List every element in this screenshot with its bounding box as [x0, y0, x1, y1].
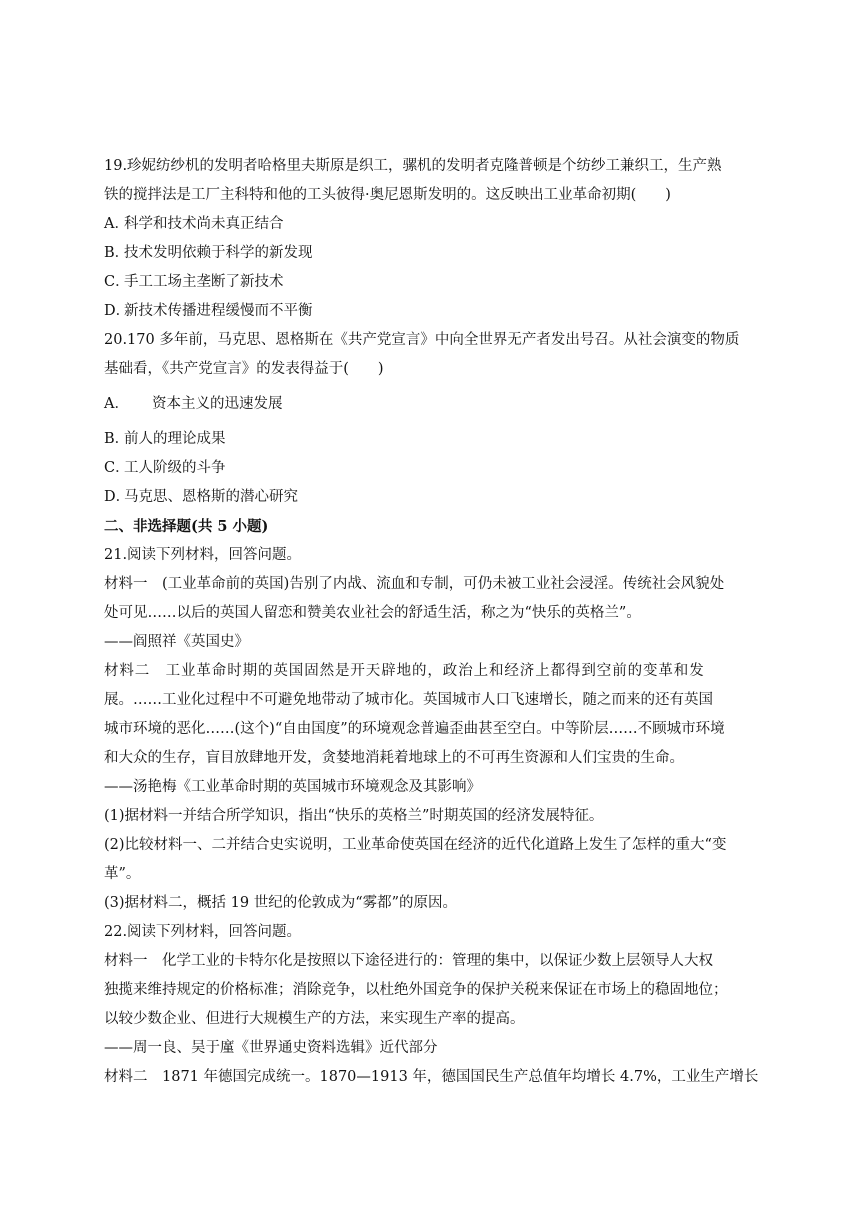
q22-material-1-line-1: 材料一 化学工业的卡特尔化是按照以下途径进行的：管理的集中，以保证少数上层领导人大权 [104, 953, 713, 969]
option-letter: A． [104, 396, 129, 412]
q20-option-a [104, 390, 768, 419]
q22-material-1-line-2: 独揽来维持规定的价格标准；消除竞争，以杜绝外国竞争的保护关税来保证在市场上的稳固地位； [104, 982, 728, 998]
q20-stem-line-1: 20.170 多年前，马克思、恩格斯在《共产党宣言》中向全世界无产者发出号召。从社会演变的物质 [104, 332, 740, 348]
option-text: 资本主义的迅速发展 [152, 396, 283, 412]
q21-sub-question-2-line-1: (2)比较材料一、二并结合史实说明，工业革命使英国在经济的近代化道路上发生了怎样的重大“变 [104, 837, 727, 853]
q21-material-1-line-2: 处可见……以后的英国人留恋和赞美农业社会的舒适生活，称之为“快乐的英格兰”。 [104, 605, 641, 621]
q20-option-b [104, 425, 768, 454]
document-page [104, 152, 768, 1092]
option-text: 前人的理论成果 [124, 431, 226, 447]
q19-option-b [104, 239, 768, 268]
option-text: 科学和技术尚未真正结合 [124, 216, 284, 232]
q19-option-c [104, 268, 768, 297]
question-21 [104, 541, 768, 918]
q20-option-c [104, 454, 768, 483]
q22-intro: 22.阅读下列材料，回答问题。 [104, 924, 302, 940]
q20-stem-line-2: 基础看，《共产党宣言》的发表得益于( ) [104, 361, 384, 377]
question-19 [104, 152, 768, 326]
option-letter: A． [104, 216, 129, 232]
option-text: 新技术传播进程缓慢而不平衡 [124, 303, 313, 319]
q22-material-2-line-1: 材料二 1871 年德国完成统一。1870—1913 年，德国国民生产总值年均增长 4.7%，工业生产增长 [104, 1069, 759, 1085]
q22-material-1-line-3: 以较少数企业、但进行大规模生产的方法，来实现生产率的提高。 [104, 1011, 525, 1027]
q21-sub-question-1: (1)据材料一并结合所学知识，指出“快乐的英格兰”时期英国的经济发展特征。 [104, 808, 604, 824]
option-letter: B． [104, 431, 130, 447]
q21-intro: 21.阅读下列材料，回答问题。 [104, 547, 302, 563]
q21-sub-question-3: (3)据材料二，概括 19 世纪的伦敦成为“雾都”的原因。 [104, 895, 458, 911]
option-letter: C． [104, 460, 130, 476]
q21-material-2-line-4: 和大众的生存，盲目放肆地开发，贪婪地消耗着地球上的不可再生资源和人们宝贵的生命。 [104, 750, 684, 766]
section-heading: 二、非选择题(共 5 小题) [104, 518, 269, 535]
option-text: 马克思、恩格斯的潜心研究 [124, 489, 298, 505]
q21-material-2-source: ——汤艳梅《工业革命时期的英国城市环境观念及其影响》 [104, 779, 481, 795]
option-text: 工人阶级的斗争 [124, 460, 226, 476]
q21-sub-question-2-line-2: 革”。 [104, 866, 141, 882]
q21-material-2-line-1: 材料二 工业革命时期的英国固然是开天辟地的，政治上和经济上都得到空前的变革和发 [104, 663, 705, 679]
q21-material-2-line-2: 展。……工业化过程中不可避免地带动了城市化。英国城市人口飞速增长，随之而来的还有英国 [104, 692, 713, 708]
option-text: 手工工场主垄断了新技术 [124, 274, 284, 290]
option-letter: D． [104, 489, 131, 505]
q19-stem-line-2: 铁的搅拌法是工厂主科特和他的工头彼得·奥尼恩斯发明的。这反映出工业革命初期( ) [104, 187, 671, 203]
q19-option-d [104, 297, 768, 326]
option-letter: D． [104, 303, 131, 319]
q19-option-a [104, 210, 768, 239]
option-text: 技术发明依赖于科学的新发现 [124, 245, 313, 261]
q22-material-1-source: ——周一良、吴于廑《世界通史资料选辑》近代部分 [104, 1040, 438, 1056]
q19-stem-line-1: 19.珍妮纺纱机的发明者哈格里夫斯原是织工，骡机的发明者克隆普顿是个纺纱工兼织工，生产熟 [104, 158, 722, 174]
question-22 [104, 918, 768, 1092]
q20-option-d [104, 483, 768, 512]
option-letter: C． [104, 274, 130, 290]
q21-material-1-source: ——阎照祥《英国史》 [104, 634, 249, 650]
q21-material-2-line-3: 城市环境的恶化……(这个)“自由国度”的环境观念普遍歪曲甚至空白。中等阶层……不顾城市环境 [104, 721, 725, 737]
question-20 [104, 326, 768, 512]
q21-material-1-line-1: 材料一 (工业革命前的英国)告别了内战、流血和专制，可仍未被工业社会浸淫。传统社会风貌处 [104, 576, 725, 592]
option-letter: B． [104, 245, 130, 261]
